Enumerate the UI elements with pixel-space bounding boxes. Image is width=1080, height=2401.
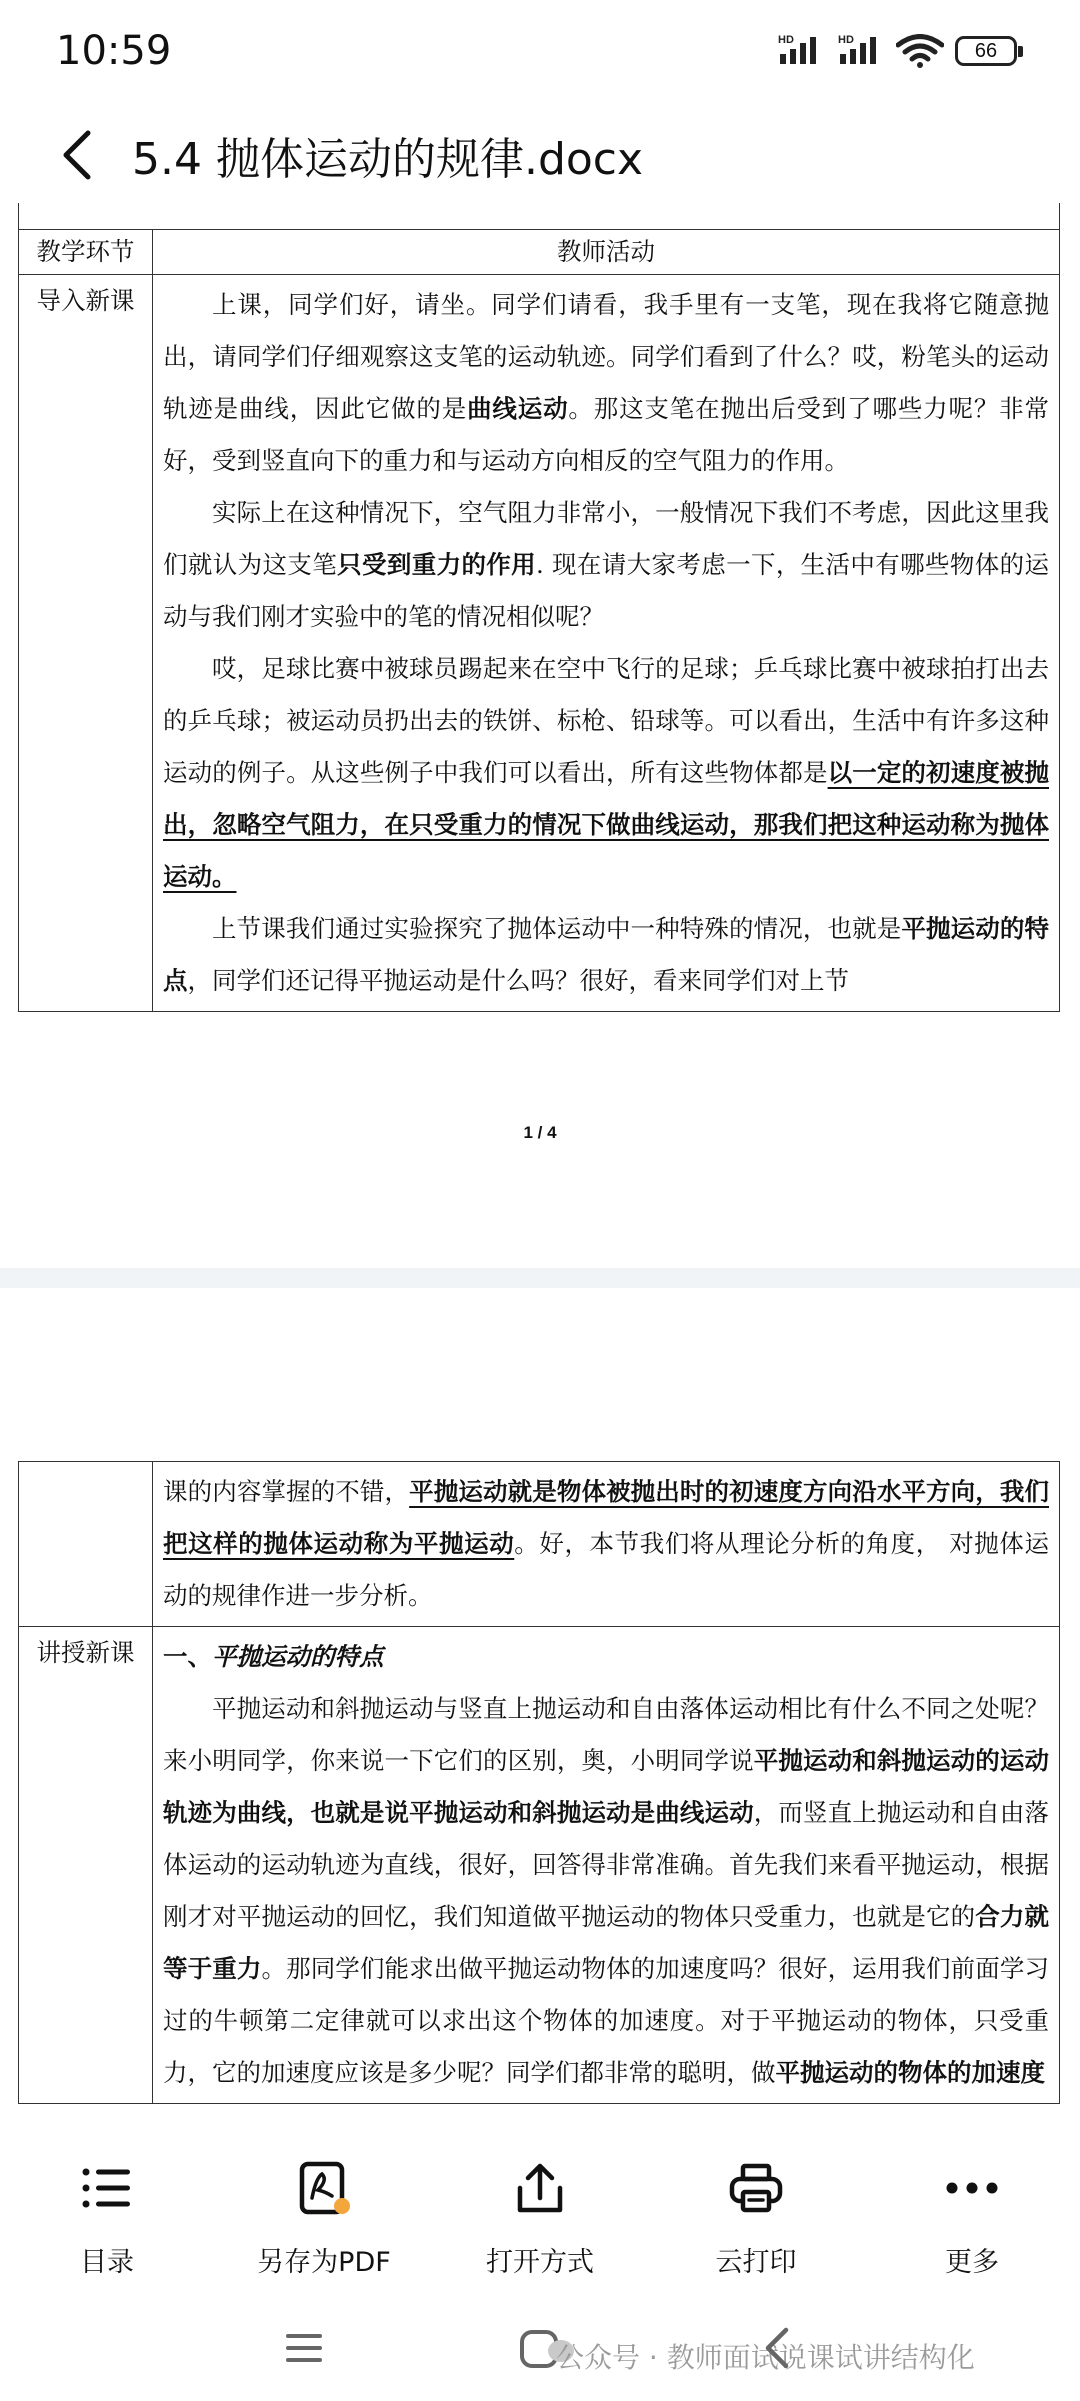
bottom-toolbar [0,2140,1080,2300]
paragraph: 上课，同学们好，请坐。同学们请看，我手里有一支笔，现在我将它随意抛出，请同学们仔细观察这支笔的运动轨迹。同学们看到了什么？哎，粉笔头的运动轨迹是曲线，因此它做的是曲线运动。那这支笔在抛出后受到了哪些力呢？非常好，受到竖直向下的重力和与运动方向相反的空气阻力的作用。 [163,290,1050,475]
page-separator [0,1268,1080,1288]
table-header-row [19,230,1060,275]
header-activity: 教师活动 [153,230,1060,275]
svg-text:HD: HD [778,34,794,46]
pdf-icon [294,2158,354,2218]
title-bar [0,105,1080,203]
recent-apps-icon[interactable] [284,2328,324,2368]
activity-cell [153,1462,1060,1627]
toolbar-button-cloud-print[interactable] [656,2158,856,2279]
toolbar-label: 打开方式 [486,2247,594,2278]
back-nav-icon[interactable] [760,2326,794,2370]
header-segment: 教学环节 [19,230,153,275]
list-icon [77,2158,137,2218]
section-heading: 一、平抛运动的特点 [163,1642,384,1671]
status-time: 10:59 [56,28,172,74]
table-top-clip [18,203,1060,229]
paragraph: 哎，足球比赛中被球员踢起来在空中飞行的足球；乒乓球比赛中被球拍打出去的乒乓球；被运动员扔出去的铁饼、标枪、铅球等。可以看出，生活中有许多这种运动的例子。从这些例子中我们可以看出，所有这些物体都是以一定的初速度被抛出，忽略空气阻力，在只受重力的情况下做曲线运动，那我们把这种运动称为抛体运动。 [163,654,1050,891]
document-viewer[interactable] [0,203,1080,2140]
toolbar-label: 目录 [80,2247,134,2278]
toolbar-label: 云打印 [715,2247,797,2278]
wifi-icon [896,34,944,68]
battery-icon [955,36,1017,66]
document-title: 5.4 抛体运动的规律.docx [132,134,644,185]
watermark-text: 公众号 · 教师面试说课试讲结构化 [556,2341,975,2374]
paragraph: 课的内容掌握的不错，平抛运动就是物体被抛出时的初速度方向沿水平方向，我们把这样的抛体运动称为平抛运动。好，本节我们将从理论分析的角度， 对抛体运动的规律作进一步分析。 [163,1477,1050,1610]
page-indicator: 1 / 4 [523,1123,557,1142]
paragraph: 实际上在这种情况下，空气阻力非常小，一般情况下我们不考虑，因此这里我们就认为这支笔只受到重力的作用. 现在请大家考虑一下，生活中有哪些物体的运动与我们刚才实验中的笔的情况相似呢？ [163,498,1050,631]
cellular-signal-icon [778,32,832,66]
more-icon [942,2158,1002,2218]
toolbar-button-save-pdf[interactable] [224,2158,424,2279]
paragraph: 平抛运动和斜抛运动与竖直上抛运动和自由落体运动相比有什么不同之处呢？来小明同学，你来说一下它们的区别，奥，小明同学说平抛运动和斜抛运动的运动轨迹为曲线，也就是说平抛运动和斜抛运动是曲线运动，而竖直上抛运动和自由落体运动的运动轨迹为直线，很好，回答得非常准确。首先我们来看平抛运动，根据刚才对平抛运动的回忆，我们知道做平抛运动的物体只受重力，也就是它的合力就等于重力。那同学们能求出做平抛运动物体的加速度吗？很好，运用我们前面学习过的牛顿第二定律就可以求出这个物体的加速度。对于平抛运动的物体，只受重力，它的加速度应该是多少呢？同学们都非常的聪明，做平抛运动的物体的加速度 [163,1694,1050,2087]
battery-level: 66 [974,40,998,62]
share-icon [510,2158,570,2218]
lesson-table-page1 [18,229,1060,1012]
cellular-signal-icon [838,32,892,66]
toolbar-label: 更多 [945,2247,999,2278]
segment-label: 讲授新课 [19,1627,153,2104]
table-row [19,1627,1060,2104]
back-arrow-icon[interactable] [52,125,112,185]
toolbar-label: 另存为PDF [257,2247,391,2278]
lesson-table-page2 [18,1461,1060,2104]
svg-text:HD: HD [838,34,854,46]
toolbar-button-toc[interactable] [7,2158,207,2279]
segment-label-empty [19,1462,153,1627]
activity-cell [153,1627,1060,2104]
printer-icon [726,2158,786,2218]
system-nav-bar [0,2300,1080,2401]
toolbar-button-more[interactable] [872,2158,1072,2279]
table-row [19,1462,1060,1627]
table-row [19,275,1060,1012]
segment-label: 导入新课 [19,275,153,1012]
toolbar-button-open-with[interactable] [440,2158,640,2279]
paragraph: 上节课我们通过实验探究了抛体运动中一种特殊的情况，也就是平抛运动的特点，同学们还记得平抛运动是什么吗？很好，看来同学们对上节 [163,914,1049,995]
activity-cell [153,275,1060,1012]
status-bar [0,0,1080,105]
